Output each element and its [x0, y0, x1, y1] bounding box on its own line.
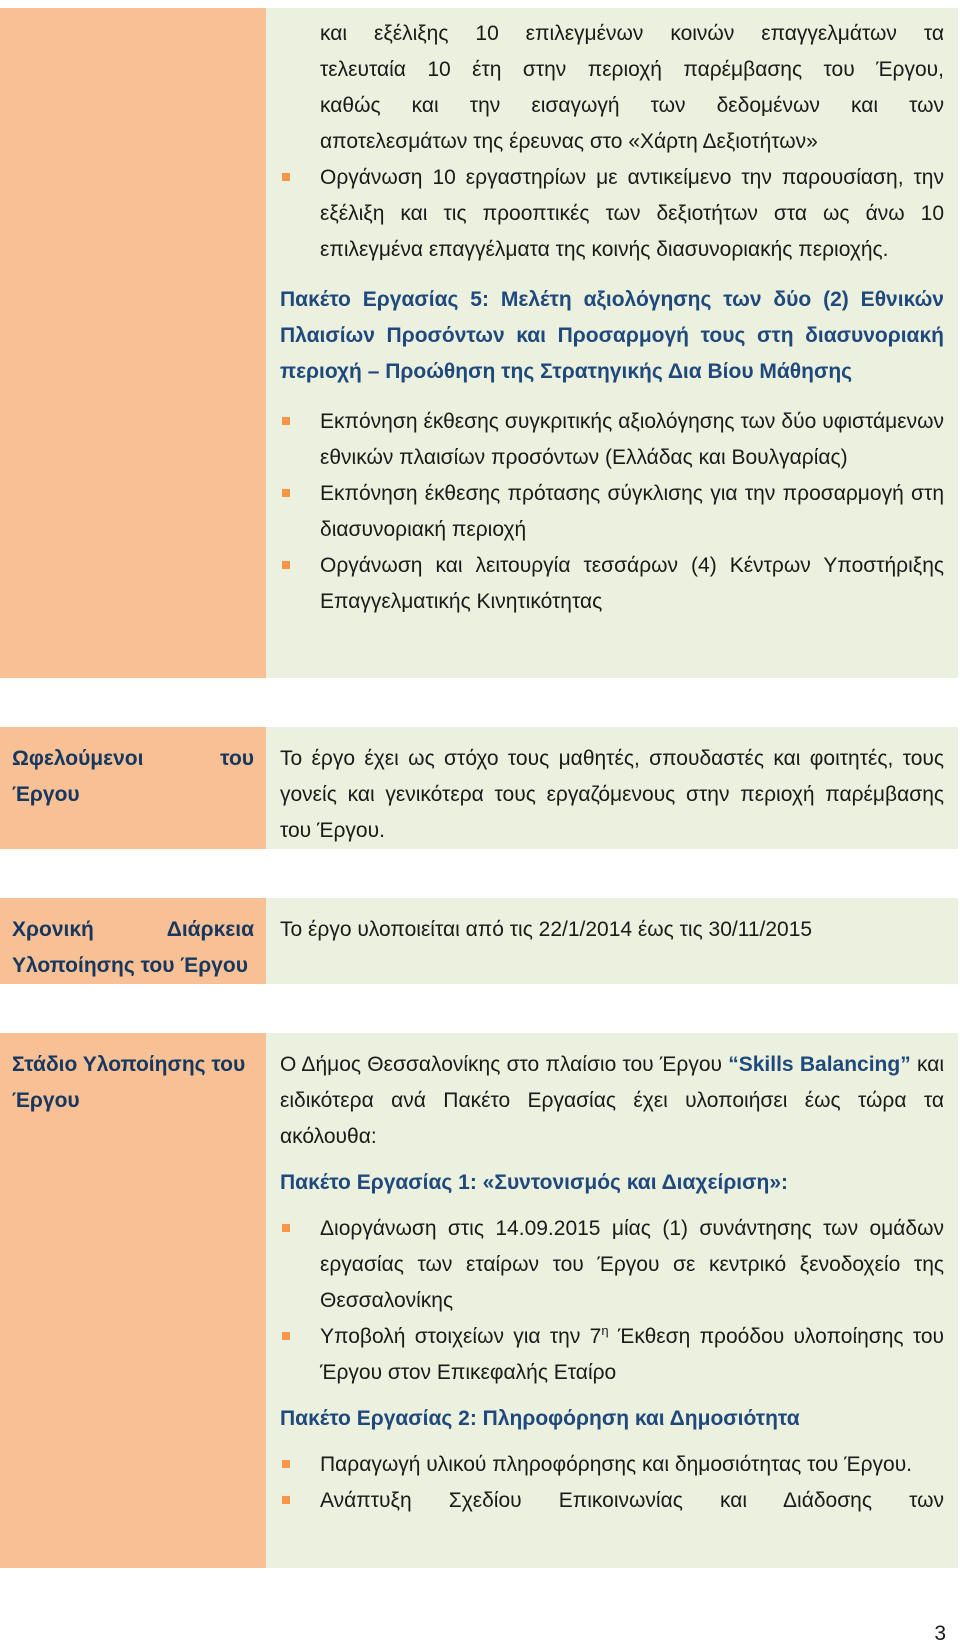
square-bullet-icon	[282, 1224, 290, 1232]
list-item-text: Εκπόνηση έκθεσης συγκριτικής αξιολόγησης των δύο υφιστάμενων εθνικών πλαισίων προσόντων (Ελλάδας και Βουλγαρίας)	[320, 410, 944, 469]
wp2-title: Πακέτο Εργασίας 2: Πληροφόρηση και Δημοσιότητα	[280, 1407, 800, 1430]
beneficiaries-label	[0, 727, 266, 849]
page-number: 3	[934, 1622, 946, 1645]
list-item	[280, 476, 944, 548]
label-part: Ωφελούμενοι	[12, 747, 144, 770]
label-part: Υλοποίησης του Έργου	[12, 954, 248, 977]
list-item-text: Οργάνωση και λειτουργία τεσσάρων (4) Κέντρων Υποστήριξης Επαγγελματικής Κινητικότητας	[320, 554, 944, 613]
list-item	[280, 1447, 944, 1483]
list-item-text	[320, 1319, 944, 1391]
label-part: Έργου	[12, 783, 80, 806]
list-item-text-part: Έκθεση προόδου υλοποίησης του Έργου στον Επικεφαλής Εταίρο	[320, 1325, 945, 1384]
workshops-list	[280, 160, 944, 268]
wp5-list	[280, 404, 944, 620]
square-bullet-icon	[282, 561, 290, 569]
duration-label	[0, 898, 266, 984]
beneficiaries-row	[0, 727, 958, 849]
list-item-text: Εκπόνηση έκθεσης πρότασης σύγκλισης για την προσαρμογή στη διασυνοριακή περιοχή	[320, 482, 944, 541]
list-item	[280, 1483, 944, 1519]
square-bullet-icon	[282, 489, 290, 497]
square-bullet-icon	[282, 173, 290, 181]
list-item-text: Διοργάνωση στις 14.09.2015 μίας (1) συνάντησης των ομάδων εργασίας των εταίρων του Έργου σε κεντρικό ξενοδοχείο της Θεσσαλονίκης	[320, 1217, 944, 1312]
superscript: η	[601, 1323, 609, 1338]
top-row-label-cell	[0, 8, 266, 678]
list-item	[280, 1319, 944, 1391]
list-item-text: Παραγωγή υλικού πληροφόρησης και δημοσιότητας του Έργου.	[320, 1453, 913, 1476]
duration-row	[0, 898, 958, 984]
beneficiaries-text: Το έργο έχει ως στόχο τους μαθητές, σπουδαστές και φοιτητές, τους γονείς και γενικότερα τους εργαζόμενους στην περιοχή παρέμβασης του Έργου.	[280, 747, 944, 842]
wp5-title: Πακέτο Εργασίας 5: Μελέτη αξιολόγησης των δύο (2) Εθνικών Πλαισίων Προσόντων και Προσαρμογή τους στη διασυνοριακή περιοχή – Προώθηση της Στρατηγικής Δια Βίου Μάθησης	[280, 288, 944, 383]
list-item	[280, 160, 944, 268]
square-bullet-icon	[282, 417, 290, 425]
intro-line: καθώς και την εισαγωγή των δεδομένων και των	[320, 94, 944, 117]
duration-text: Το έργο υλοποιείται από τις 22/1/2014 έως τις 30/11/2015	[280, 918, 813, 941]
intro-line: αποτελεσμάτων της έρευνας στο «Χάρτη Δεξιοτήτων»	[320, 130, 818, 153]
beneficiaries-content	[266, 727, 958, 849]
status-content	[266, 1033, 958, 1568]
intro-line: και εξέλιξης 10 επιλεγμένων κοινών επαγγελμάτων τα	[320, 22, 944, 45]
wp2-list	[280, 1447, 944, 1519]
list-item-text: Ανάπτυξη Σχεδίου Επικοινωνίας και Διάδοσης των	[320, 1489, 944, 1512]
duration-content	[266, 898, 958, 984]
label-part: Χρονική	[12, 918, 94, 941]
label-part: Διάρκεια	[166, 918, 254, 941]
status-intro-text: Ο Δήμος Θεσσαλονίκης στο πλαίσιο του Έργου	[280, 1053, 729, 1076]
label-part: του	[220, 747, 254, 770]
square-bullet-icon	[282, 1332, 290, 1340]
status-intro	[280, 1047, 944, 1155]
square-bullet-icon	[282, 1460, 290, 1468]
square-bullet-icon	[282, 1496, 290, 1504]
intro-paragraph	[280, 16, 944, 160]
label-part: Έργου	[12, 1089, 80, 1112]
label-part: Στάδιο Υλοποίησης του	[12, 1053, 246, 1076]
top-row	[0, 8, 958, 678]
list-item	[280, 404, 944, 476]
wp1-list	[280, 1211, 944, 1391]
top-row-content-cell	[266, 8, 958, 678]
list-item	[280, 1211, 944, 1319]
status-label	[0, 1033, 266, 1568]
status-row	[0, 1033, 958, 1568]
list-item-text-part: Υποβολή στοιχείων για την 7	[320, 1325, 602, 1348]
project-name: “Skills Balancing”	[728, 1053, 911, 1076]
list-item	[280, 548, 944, 620]
wp1-title: Πακέτο Εργασίας 1: «Συντονισμός και Διαχείριση»:	[280, 1171, 789, 1194]
intro-line: τελευταία 10 έτη στην περιοχή παρέμβασης του Έργου,	[320, 58, 944, 81]
status-intro-text: και ειδικότερα ανά Πακέτο Εργασίας έχει υλοποιήσει έως τώρα τα ακόλουθα:	[280, 1053, 944, 1148]
list-item-text: Οργάνωση 10 εργαστηρίων με αντικείμενο την παρουσίαση, την εξέλιξη και τις προοπτικές των δεξιοτήτων στα ως άνω 10 επιλεγμένα επαγγέλματα της κοινής διασυνοριακής περιοχής.	[320, 166, 944, 261]
